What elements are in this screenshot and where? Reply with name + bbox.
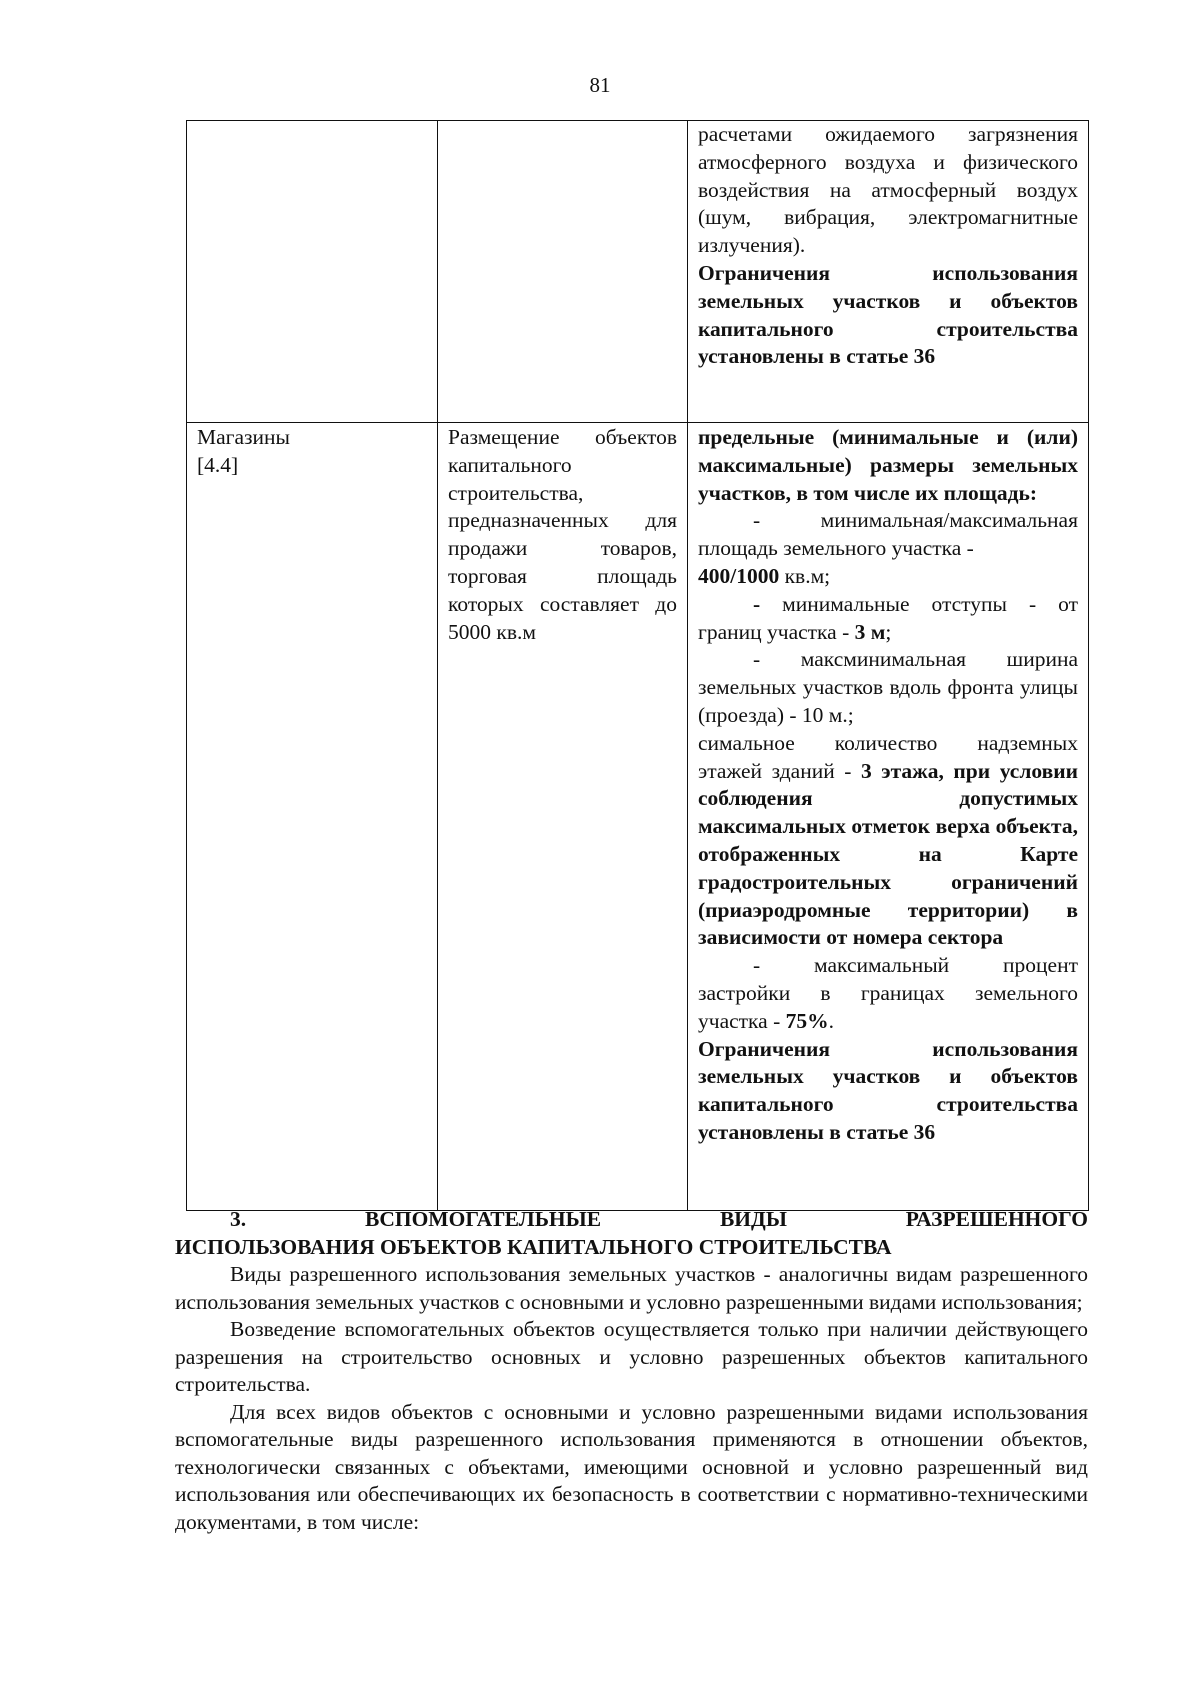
paragraph: Возведение вспомогательных объектов осуществляется только при наличии действующего разрешения на строительство основных и условно разрешенных объектов капитального строительства.	[175, 1317, 1088, 1396]
cell-use-name	[187, 423, 438, 1211]
section-title	[175, 1205, 1088, 1261]
use-name: Магазины	[197, 425, 290, 449]
use-code: [4.4]	[197, 452, 239, 477]
use-description: Размещение объектов капитального строительства, предназначенных для продажи товаров, торговая площадь которых составляет до 5000 кв.м	[448, 425, 677, 644]
restriction-note: Ограничения использования земельных участков и объектов капитального строительства установлены в статье 36	[698, 260, 1078, 369]
cell-parameters	[688, 423, 1089, 1211]
parameters-text: расчетами ожидаемого загрязнения атмосферного воздуха и физического воздействия на атмосферный воздух (шум, вибрация, электромагнитные излучения).	[698, 122, 1078, 258]
paragraph: Виды разрешенного использования земельных участков - аналогичны видам разрешенного использования земельных участков с основными и условно разрешенными видами использования;	[175, 1262, 1088, 1314]
section-title-word: ВИДЫ	[719, 1207, 787, 1231]
regulations-table	[186, 120, 1089, 1211]
param-indent: - минимальные отступы - от границ участка - 3 м;	[698, 591, 1078, 644]
param-width: - максминимальная ширина земельных участков вдоль фронта улицы (проезда) - 10 м.;	[698, 647, 1078, 727]
section-number: 3.	[230, 1207, 247, 1231]
restriction-note: Ограничения использования земельных участков и объектов капитального строительства установлены в статье 36	[698, 1036, 1078, 1144]
param-area: - минимальная/максимальная площадь земельного участка - 400/1000 кв.м;	[698, 508, 1078, 588]
cell-parameters	[688, 121, 1089, 423]
section-3	[175, 1205, 1088, 1536]
section-title-word: РАЗРЕШЕННОГО	[905, 1207, 1088, 1231]
cell-use-description	[438, 423, 688, 1211]
parameters-heading: предельные (минимальные и (или) максимальные) размеры земельных участков, в том числе их площадь:	[698, 425, 1078, 505]
table-row	[187, 423, 1089, 1211]
section-title-line2: ИСПОЛЬЗОВАНИЯ ОБЪЕКТОВ КАПИТАЛЬНОГО СТРОИТЕЛЬСТВА	[175, 1235, 892, 1259]
table-row	[187, 121, 1089, 423]
page-number: 81	[589, 73, 611, 97]
param-coverage: - максимальный процент застройки в границах земельного участка - 75%.	[698, 953, 1078, 1033]
cell-use-description	[438, 121, 688, 423]
paragraph: Для всех видов объектов с основными и условно разрешенными видами использования вспомогательные виды разрешенного использования применяются в отношении объектов, технологически связанных с объектами, имеющими основной и условно разрешенный вид использования или обеспечивающих их безопасность в соответствии с нормативно-техническими документами, в том числе:	[175, 1399, 1088, 1534]
section-title-word: ВСПОМОГАТЕЛЬНЫЕ	[364, 1207, 602, 1231]
cell-use-name	[187, 121, 438, 423]
param-floors: симальное количество надземных этажей зданий - 3 этажа, при условии соблюдения допустимых максимальных отметок верха объекта, отображенных на Карте градостроительных ограничений (приаэродромные территории) в зависимости от номера сектора	[698, 730, 1079, 950]
